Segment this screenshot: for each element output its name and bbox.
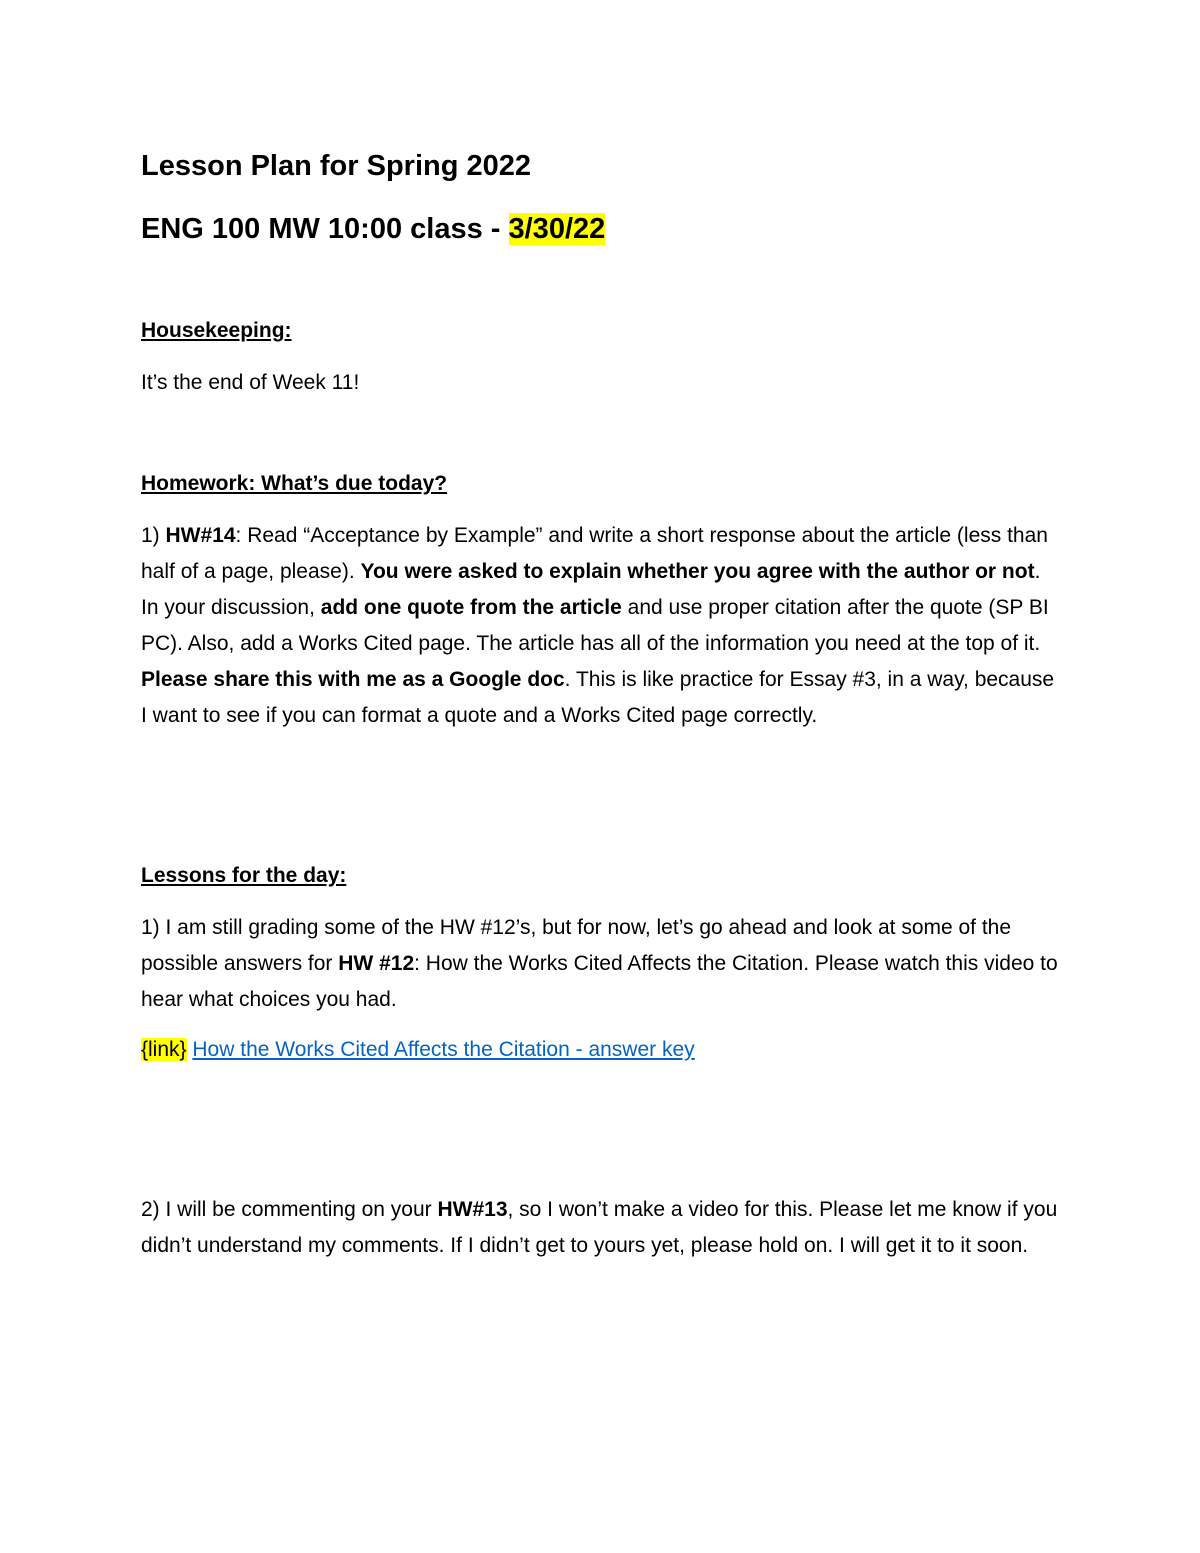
lesson-2-text-1: 2) I will be commenting on your	[141, 1198, 438, 1221]
lesson-2-text-2: , so I won’t make a video for this. Please let me know if you didn’t understand my comments. If I didn’t get to yours yet, please hold on. I will get it to it soon.	[141, 1198, 1058, 1257]
housekeeping-heading: Housekeeping:	[141, 319, 292, 342]
answer-key-video-link[interactable]: How the Works Cited Affects the Citation - answer key	[192, 1038, 695, 1061]
homework-text-2: . In your discussion,	[141, 560, 1041, 619]
homework-text-4: . This is like practice for Essay #3, in a way, because I want to see if you can format a quote and a Works Cited page correctly.	[141, 668, 1055, 727]
homework-emphasis-3: Please share this with me as a Google doc	[141, 668, 565, 691]
lesson-item-1	[141, 910, 1061, 1018]
lesson-1-text-2: : How the Works Cited Affects the Citation. Please watch this video to hear what choices you had.	[141, 952, 1058, 1011]
class-date-highlight: 3/30/22	[508, 213, 606, 245]
class-name: ENG 100 MW 10:00 class -	[141, 213, 509, 245]
lesson-1-hw-id: HW #12	[338, 952, 415, 975]
lesson-2-hw-id: HW#13	[437, 1198, 508, 1221]
homework-item-number: 1)	[141, 524, 166, 547]
homework-text-3: and use proper citation after the quote (SP BI PC). Also, add a Works Cited page. The article has all of the information you need at the top of it.	[141, 596, 1049, 655]
housekeeping-text: It’s the end of Week 11!	[141, 371, 360, 394]
class-subtitle	[141, 207, 1061, 251]
lesson-1-text-1: 1) I am still grading some of the HW #12’s, but for now, let’s go ahead and look at some of the possible answers for	[141, 916, 1012, 975]
homework-id: HW#14	[165, 524, 236, 547]
link-tag: {link}	[141, 1038, 187, 1061]
homework-emphasis-1: You were asked to explain whether you agree with the author or not	[360, 560, 1035, 583]
homework-heading: Homework: What’s due today?	[141, 472, 448, 495]
page-title: Lesson Plan for Spring 2022	[141, 150, 531, 182]
video-link-line	[141, 1032, 1061, 1068]
homework-item	[141, 518, 1061, 734]
lessons-heading: Lessons for the day:	[141, 864, 347, 887]
homework-text-1: : Read “Acceptance by Example” and write a short response about the article (less than half of a page, please).	[141, 524, 1048, 583]
lesson-item-2	[141, 1192, 1061, 1264]
document-content	[141, 144, 1061, 1264]
homework-emphasis-2: add one quote from the article	[320, 596, 622, 619]
